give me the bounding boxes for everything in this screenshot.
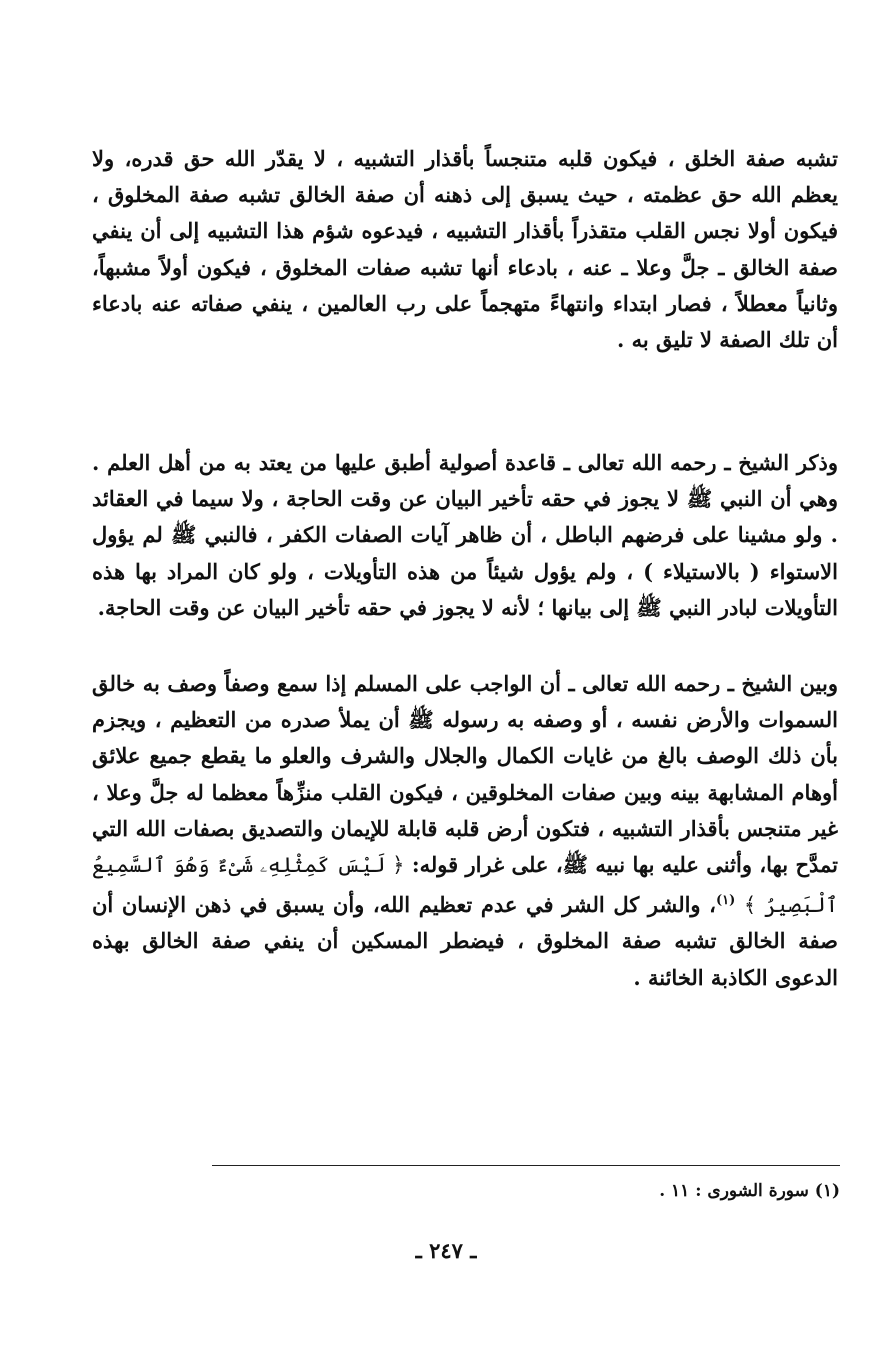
- footnote-marker: (١): [715, 893, 736, 909]
- paragraph-3: [92, 666, 838, 996]
- paragraph-2: [92, 445, 838, 626]
- paragraph-1: [92, 141, 838, 358]
- paragraph-3-container: [92, 666, 838, 996]
- paragraph-3-ending: ، والشر كل الشر في عدم تعظيم الله، وأن يسبق في ذهن الإنسان أن صفة الخالق تشبه صفة المخلوق ، فيضطر المسكين أن ينفي صفة الخالق بهذه الدعوى الكاذبة الخائنة .: [92, 892, 838, 990]
- page-number: ـ ٢٤٧ ـ: [415, 1238, 477, 1263]
- paragraph-2-text: وذكر الشيخ ـ رحمه الله تعالى ـ قاعدة أصولية أطبق عليها من يعتد به من أهل العلم . وهي أن النبي ﷺ لا يجوز في حقه تأخير البيان عن وقت الحاجة ، ولا سيما في العقائد . ولو مشينا على فرضهم الباطل ، أن ظاهر آيات الصفات الكفر ، فالنبي ﷺ لم يؤول الاستواء ( بالاستيلاء ) ، ولم يؤول شيئاً من هذه التأويلات ، ولو كان المراد بها هذه التأويلات لبادر النبي ﷺ إلى بيانها ؛ لأنه لا يجوز في حقه تأخير البيان عن وقت الحاجة.: [92, 450, 838, 620]
- footnote-divider: [212, 1165, 840, 1166]
- paragraph-1-text: تشبه صفة الخلق ، فيكون قلبه متنجساً بأقذار التشبيه ، لا يقدّر الله حق قدره، ولا يعظم الله حق عظمته ، حيث يسبق إلى ذهنه أن صفة الخالق تشبه صفة المخلوق ، فيكون أولا نجس القلب متقذراً بأقذار التشبيه ، فيدعوه شؤم هذا التشبيه إلى أن ينفي صفة الخالق ـ جلَّ وعلا ـ عنه ، بادعاء أنها تشبه صفات المخلوق ، فيكون أولاً مشبهاً، وثانياً معطلاً ، فصار ابتداء وانتهاءً متهجماً على رب العالمين ، ينفي صفاته عنه بادعاء أن تلك الصفة لا تليق به .: [92, 146, 839, 353]
- paragraph-3-text: وبين الشيخ ـ رحمه الله تعالى ـ أن الواجب على المسلم إذا سمع وصفاً وصف به خالق السموات والأرض نفسه ، أو وصفه به رسوله ﷺ أن يملأ صدره من التعظيم ، ويجزم بأن ذلك الوصف بالغ من غايات الكمال والجلال والشرف والعلو ما يقطع جميع علائق أوهام المشابهة بينه وبين صفات المخلوقين ، فيكون القلب منزِّهاً معظما له جلَّ وعلا ، غير متنجس بأقذار التشبيه ، فتكون أرض قلبه قابلة للإيمان والتصديق بصفات الله التي تمدَّح بها، وأثنى عليه بها نبيه ﷺ، على غرار قوله:: [92, 671, 839, 878]
- quran-verse: ﴿ لَيْسَ كَمِثْلِهِۦ شَىْءٌ وَهُوَ ٱلسَّمِيعُ ٱلْبَصِيرُ ﴾: [92, 853, 838, 918]
- footnote: (١) سورة الشورى : ١١ .: [659, 1181, 840, 1201]
